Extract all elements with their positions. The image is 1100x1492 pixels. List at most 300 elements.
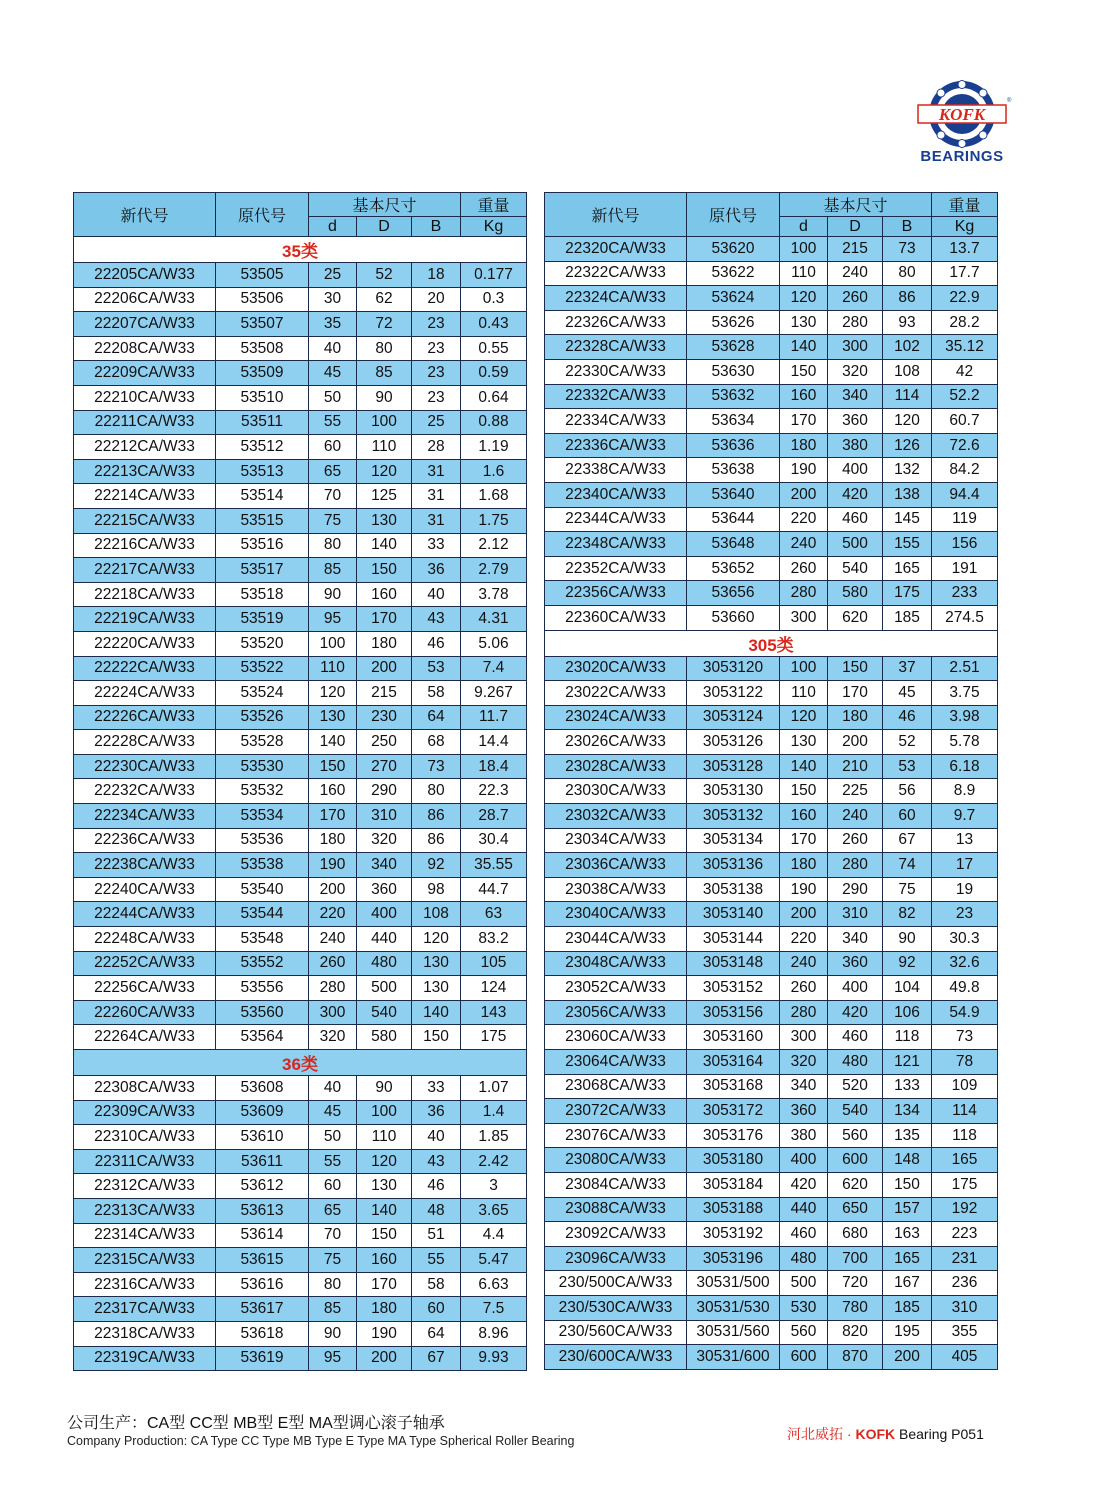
cell-outer-d: 340 <box>828 384 883 409</box>
table-row <box>545 754 998 779</box>
cell-kg: 13.7 <box>932 237 998 262</box>
cell-outer-d: 72 <box>357 312 412 337</box>
cell-new: 22240CA/W33 <box>74 877 216 902</box>
table-row <box>545 730 998 755</box>
header-D: D <box>828 217 883 237</box>
footer-company-cn: 河北威拓 · <box>787 1426 856 1442</box>
cell-outer-d: 215 <box>828 237 883 262</box>
table-row <box>545 310 998 335</box>
cell-kg: 1.75 <box>461 508 527 533</box>
table-row <box>74 361 527 386</box>
cell-d: 140 <box>780 754 828 779</box>
cell-B: 86 <box>412 804 461 829</box>
cell-d: 190 <box>780 458 828 483</box>
cell-d: 260 <box>780 556 828 581</box>
cell-kg: 3.65 <box>461 1198 527 1223</box>
cell-B: 53 <box>883 754 932 779</box>
cell-new: 22218CA/W33 <box>74 582 216 607</box>
cell-outer-d: 720 <box>828 1271 883 1296</box>
table-row <box>74 312 527 337</box>
table-row <box>74 656 527 681</box>
footer-company-production <box>67 1410 574 1448</box>
cell-outer-d: 580 <box>357 1025 412 1050</box>
cell-d: 190 <box>780 877 828 902</box>
cell-old: 53507 <box>216 312 309 337</box>
cell-kg: 1.4 <box>461 1100 527 1125</box>
cell-new: 22324CA/W33 <box>545 286 687 311</box>
cell-old: 53618 <box>216 1321 309 1346</box>
cell-old: 3053168 <box>687 1074 780 1099</box>
table-row <box>74 779 527 804</box>
cell-old: 53508 <box>216 336 309 361</box>
table-row <box>545 1172 998 1197</box>
cell-kg: 22.3 <box>461 779 527 804</box>
cell-new: 22211CA/W33 <box>74 410 216 435</box>
cell-B: 33 <box>412 1076 461 1101</box>
cell-B: 31 <box>412 484 461 509</box>
header-B: B <box>412 217 461 237</box>
section-header-row <box>74 237 527 263</box>
cell-old: 30531/600 <box>687 1345 780 1370</box>
table-row <box>74 631 527 656</box>
cell-new: 22316CA/W33 <box>74 1272 216 1297</box>
cell-outer-d: 400 <box>357 902 412 927</box>
cell-B: 135 <box>883 1123 932 1148</box>
cell-outer-d: 460 <box>828 1025 883 1050</box>
cell-outer-d: 780 <box>828 1295 883 1320</box>
cell-d: 560 <box>780 1320 828 1345</box>
cell-new: 23088CA/W33 <box>545 1197 687 1222</box>
cell-kg: 0.55 <box>461 336 527 361</box>
section-label: 36类 <box>74 1050 527 1076</box>
cell-B: 138 <box>883 482 932 507</box>
cell-new: 22228CA/W33 <box>74 730 216 755</box>
cell-d: 460 <box>780 1222 828 1247</box>
cell-old: 53528 <box>216 730 309 755</box>
cell-new: 23080CA/W33 <box>545 1148 687 1173</box>
cell-d: 320 <box>309 1025 357 1050</box>
cell-d: 480 <box>780 1246 828 1271</box>
cell-new: 22310CA/W33 <box>74 1125 216 1150</box>
cell-B: 73 <box>412 754 461 779</box>
table-row <box>545 384 998 409</box>
cell-kg: 5.47 <box>461 1248 527 1273</box>
cell-outer-d: 120 <box>357 459 412 484</box>
cell-kg: 8.96 <box>461 1321 527 1346</box>
cell-d: 90 <box>309 582 357 607</box>
cell-old: 53515 <box>216 508 309 533</box>
table-row <box>545 1074 998 1099</box>
cell-outer-d: 820 <box>828 1320 883 1345</box>
cell-B: 31 <box>412 459 461 484</box>
cell-kg: 17 <box>932 853 998 878</box>
cell-B: 86 <box>883 286 932 311</box>
cell-outer-d: 310 <box>828 902 883 927</box>
cell-kg: 2.12 <box>461 533 527 558</box>
cell-old: 3053132 <box>687 804 780 829</box>
cell-outer-d: 215 <box>357 681 412 706</box>
cell-d: 500 <box>780 1271 828 1296</box>
cell-new: 22248CA/W33 <box>74 927 216 952</box>
cell-new: 22318CA/W33 <box>74 1321 216 1346</box>
header-d: d <box>309 217 357 237</box>
table-row <box>74 853 527 878</box>
cell-d: 200 <box>309 877 357 902</box>
cell-outer-d: 130 <box>357 1174 412 1199</box>
cell-outer-d: 290 <box>357 779 412 804</box>
cell-d: 190 <box>309 853 357 878</box>
table-row <box>545 1320 998 1345</box>
cell-old: 53656 <box>687 581 780 606</box>
cell-B: 60 <box>883 804 932 829</box>
cell-B: 64 <box>412 1321 461 1346</box>
cell-outer-d: 500 <box>357 976 412 1001</box>
cell-kg: 22.9 <box>932 286 998 311</box>
cell-new: 22356CA/W33 <box>545 581 687 606</box>
cell-kg: 14.4 <box>461 730 527 755</box>
cell-old: 53517 <box>216 558 309 583</box>
cell-B: 55 <box>412 1248 461 1273</box>
cell-new: 22326CA/W33 <box>545 310 687 335</box>
cell-B: 195 <box>883 1320 932 1345</box>
cell-new: 23034CA/W33 <box>545 828 687 853</box>
cell-new: 22215CA/W33 <box>74 508 216 533</box>
table-row <box>545 656 998 681</box>
cell-d: 130 <box>780 730 828 755</box>
cell-outer-d: 400 <box>828 458 883 483</box>
cell-outer-d: 360 <box>357 877 412 902</box>
cell-outer-d: 250 <box>357 730 412 755</box>
cell-B: 134 <box>883 1099 932 1124</box>
cell-d: 150 <box>780 359 828 384</box>
cell-kg: 7.4 <box>461 656 527 681</box>
cell-outer-d: 400 <box>828 976 883 1001</box>
cell-B: 46 <box>883 705 932 730</box>
table-row <box>545 237 998 262</box>
cell-B: 43 <box>412 607 461 632</box>
cell-B: 37 <box>883 656 932 681</box>
cell-d: 40 <box>309 1076 357 1101</box>
cell-new: 22222CA/W33 <box>74 656 216 681</box>
bearing-logo-icon <box>912 78 1012 150</box>
cell-outer-d: 340 <box>828 927 883 952</box>
cell-B: 80 <box>883 261 932 286</box>
cell-old: 3053192 <box>687 1222 780 1247</box>
cell-old: 53514 <box>216 484 309 509</box>
cell-B: 23 <box>412 336 461 361</box>
cell-B: 163 <box>883 1222 932 1247</box>
cell-old: 53619 <box>216 1346 309 1371</box>
cell-outer-d: 200 <box>828 730 883 755</box>
table-row <box>74 705 527 730</box>
cell-new: 22216CA/W33 <box>74 533 216 558</box>
table-row <box>74 287 527 312</box>
cell-kg: 109 <box>932 1074 998 1099</box>
cell-old: 53610 <box>216 1125 309 1150</box>
cell-d: 95 <box>309 607 357 632</box>
cell-B: 108 <box>412 902 461 927</box>
cell-outer-d: 260 <box>828 828 883 853</box>
cell-old: 53540 <box>216 877 309 902</box>
cell-d: 280 <box>780 1000 828 1025</box>
cell-B: 36 <box>412 558 461 583</box>
cell-old: 53538 <box>216 853 309 878</box>
cell-old: 53660 <box>687 605 780 630</box>
cell-d: 200 <box>780 902 828 927</box>
cell-B: 56 <box>883 779 932 804</box>
cell-outer-d: 300 <box>828 335 883 360</box>
table-row <box>545 335 998 360</box>
cell-B: 33 <box>412 533 461 558</box>
cell-old: 53644 <box>687 507 780 532</box>
cell-old: 53544 <box>216 902 309 927</box>
cell-old: 53532 <box>216 779 309 804</box>
cell-new: 22344CA/W33 <box>545 507 687 532</box>
cell-new: 22334CA/W33 <box>545 409 687 434</box>
cell-B: 155 <box>883 532 932 557</box>
cell-kg: 6.18 <box>932 754 998 779</box>
cell-d: 80 <box>309 1272 357 1297</box>
cell-B: 102 <box>883 335 932 360</box>
cell-kg: 9.93 <box>461 1346 527 1371</box>
table-row <box>74 1076 527 1101</box>
cell-new: 22328CA/W33 <box>545 335 687 360</box>
left-spec-table-wrap <box>73 192 527 1371</box>
header-dimensions: 基本尺寸 <box>780 193 932 217</box>
table-row <box>545 902 998 927</box>
table-row <box>545 1050 998 1075</box>
cell-kg: 0.88 <box>461 410 527 435</box>
table-row <box>74 951 527 976</box>
cell-new: 23060CA/W33 <box>545 1025 687 1050</box>
cell-kg: 13 <box>932 828 998 853</box>
cell-outer-d: 200 <box>357 656 412 681</box>
cell-B: 67 <box>883 828 932 853</box>
cell-d: 90 <box>309 1321 357 1346</box>
table-row <box>545 1000 998 1025</box>
cell-B: 75 <box>883 877 932 902</box>
cell-new: 23092CA/W33 <box>545 1222 687 1247</box>
cell-new: 23056CA/W33 <box>545 1000 687 1025</box>
table-row <box>545 705 998 730</box>
cell-kg: 0.177 <box>461 263 527 288</box>
cell-outer-d: 380 <box>828 433 883 458</box>
cell-d: 380 <box>780 1123 828 1148</box>
cell-new: 230/500CA/W33 <box>545 1271 687 1296</box>
cell-kg: 165 <box>932 1148 998 1173</box>
cell-outer-d: 100 <box>357 410 412 435</box>
cell-outer-d: 240 <box>828 261 883 286</box>
table-row <box>545 507 998 532</box>
cell-B: 104 <box>883 976 932 1001</box>
header-weight: 重量 <box>932 193 998 217</box>
cell-new: 22332CA/W33 <box>545 384 687 409</box>
cell-kg: 5.78 <box>932 730 998 755</box>
cell-new: 23048CA/W33 <box>545 951 687 976</box>
cell-new: 23096CA/W33 <box>545 1246 687 1271</box>
table-row <box>545 804 998 829</box>
cell-d: 280 <box>780 581 828 606</box>
cell-old: 3053138 <box>687 877 780 902</box>
cell-new: 22244CA/W33 <box>74 902 216 927</box>
table-row <box>74 459 527 484</box>
cell-new: 22320CA/W33 <box>545 237 687 262</box>
cell-old: 53640 <box>687 482 780 507</box>
cell-new: 23052CA/W33 <box>545 976 687 1001</box>
cell-B: 93 <box>883 310 932 335</box>
table-row <box>74 754 527 779</box>
footer-page-number: Bearing P051 <box>895 1426 984 1442</box>
cell-kg: 60.7 <box>932 409 998 434</box>
cell-old: 30531/560 <box>687 1320 780 1345</box>
cell-d: 100 <box>309 631 357 656</box>
cell-new: 22315CA/W33 <box>74 1248 216 1273</box>
cell-d: 260 <box>780 976 828 1001</box>
cell-old: 3053184 <box>687 1172 780 1197</box>
cell-kg: 49.8 <box>932 976 998 1001</box>
cell-new: 22319CA/W33 <box>74 1346 216 1371</box>
header-dimensions: 基本尺寸 <box>309 193 461 217</box>
cell-kg: 94.4 <box>932 482 998 507</box>
cell-d: 440 <box>780 1197 828 1222</box>
cell-B: 132 <box>883 458 932 483</box>
cell-kg: 405 <box>932 1345 998 1370</box>
cell-d: 360 <box>780 1099 828 1124</box>
cell-d: 130 <box>309 705 357 730</box>
cell-old: 53564 <box>216 1025 309 1050</box>
cell-kg: 11.7 <box>461 705 527 730</box>
cell-B: 118 <box>883 1025 932 1050</box>
cell-old: 3053130 <box>687 779 780 804</box>
cell-d: 100 <box>780 656 828 681</box>
table-row <box>74 1149 527 1174</box>
cell-old: 53616 <box>216 1272 309 1297</box>
cell-kg: 1.6 <box>461 459 527 484</box>
cell-B: 106 <box>883 1000 932 1025</box>
cell-d: 60 <box>309 1174 357 1199</box>
cell-old: 3053176 <box>687 1123 780 1148</box>
cell-d: 220 <box>780 507 828 532</box>
table-row <box>545 1123 998 1148</box>
cell-B: 114 <box>883 384 932 409</box>
table-row <box>545 927 998 952</box>
cell-d: 50 <box>309 1125 357 1150</box>
section-label: 35类 <box>74 237 527 263</box>
cell-outer-d: 180 <box>828 705 883 730</box>
cell-outer-d: 140 <box>357 533 412 558</box>
footer-brand: KOFK <box>855 1426 896 1442</box>
section-header-row <box>545 630 998 656</box>
cell-kg: 23 <box>932 902 998 927</box>
cell-new: 22232CA/W33 <box>74 779 216 804</box>
logo-wordmark: KOFK <box>938 105 986 124</box>
cell-new: 23068CA/W33 <box>545 1074 687 1099</box>
cell-old: 53652 <box>687 556 780 581</box>
cell-d: 55 <box>309 1149 357 1174</box>
cell-kg: 84.2 <box>932 458 998 483</box>
cell-B: 130 <box>412 976 461 1001</box>
header-B: B <box>883 217 932 237</box>
left-spec-table <box>73 192 527 1371</box>
cell-B: 108 <box>883 359 932 384</box>
cell-d: 300 <box>309 1000 357 1025</box>
cell-old: 53516 <box>216 533 309 558</box>
cell-B: 200 <box>883 1345 932 1370</box>
table-row <box>74 385 527 410</box>
cell-new: 23024CA/W33 <box>545 705 687 730</box>
cell-B: 73 <box>883 237 932 262</box>
cell-d: 420 <box>780 1172 828 1197</box>
cell-new: 22309CA/W33 <box>74 1100 216 1125</box>
cell-d: 85 <box>309 1297 357 1322</box>
cell-d: 170 <box>780 409 828 434</box>
table-row <box>74 1321 527 1346</box>
cell-d: 65 <box>309 1198 357 1223</box>
footer-page-label <box>787 1424 984 1444</box>
cell-outer-d: 280 <box>828 310 883 335</box>
table-row <box>74 1223 527 1248</box>
header-kg: Kg <box>461 217 527 237</box>
cell-d: 220 <box>780 927 828 952</box>
cell-kg: 54.9 <box>932 1000 998 1025</box>
cell-old: 53536 <box>216 828 309 853</box>
table-row <box>74 435 527 460</box>
cell-new: 230/560CA/W33 <box>545 1320 687 1345</box>
cell-outer-d: 280 <box>828 853 883 878</box>
cell-B: 120 <box>412 927 461 952</box>
table-row <box>545 286 998 311</box>
cell-B: 67 <box>412 1346 461 1371</box>
table-row <box>74 976 527 1001</box>
cell-old: 53505 <box>216 263 309 288</box>
cell-d: 150 <box>780 779 828 804</box>
table-row <box>545 359 998 384</box>
cell-new: 22311CA/W33 <box>74 1149 216 1174</box>
cell-kg: 8.9 <box>932 779 998 804</box>
cell-B: 90 <box>883 927 932 952</box>
cell-B: 20 <box>412 287 461 312</box>
cell-kg: 30.3 <box>932 927 998 952</box>
cell-old: 53638 <box>687 458 780 483</box>
cell-new: 22312CA/W33 <box>74 1174 216 1199</box>
cell-old: 53526 <box>216 705 309 730</box>
cell-d: 110 <box>780 261 828 286</box>
cell-B: 157 <box>883 1197 932 1222</box>
cell-outer-d: 290 <box>828 877 883 902</box>
cell-outer-d: 180 <box>357 631 412 656</box>
cell-new: 22238CA/W33 <box>74 853 216 878</box>
cell-B: 40 <box>412 1125 461 1150</box>
header-weight: 重量 <box>461 193 527 217</box>
table-row <box>545 1099 998 1124</box>
svg-text:®: ® <box>1007 98 1012 104</box>
cell-kg: 118 <box>932 1123 998 1148</box>
cell-B: 23 <box>412 361 461 386</box>
cell-old: 53648 <box>687 532 780 557</box>
cell-kg: 143 <box>461 1000 527 1025</box>
cell-d: 400 <box>780 1148 828 1173</box>
cell-new: 22224CA/W33 <box>74 681 216 706</box>
cell-kg: 35.12 <box>932 335 998 360</box>
cell-new: 23040CA/W33 <box>545 902 687 927</box>
cell-kg: 3.98 <box>932 705 998 730</box>
table-row <box>74 336 527 361</box>
cell-outer-d: 420 <box>828 1000 883 1025</box>
cell-old: 53611 <box>216 1149 309 1174</box>
cell-outer-d: 360 <box>828 409 883 434</box>
cell-new: 22360CA/W33 <box>545 605 687 630</box>
cell-old: 53608 <box>216 1076 309 1101</box>
